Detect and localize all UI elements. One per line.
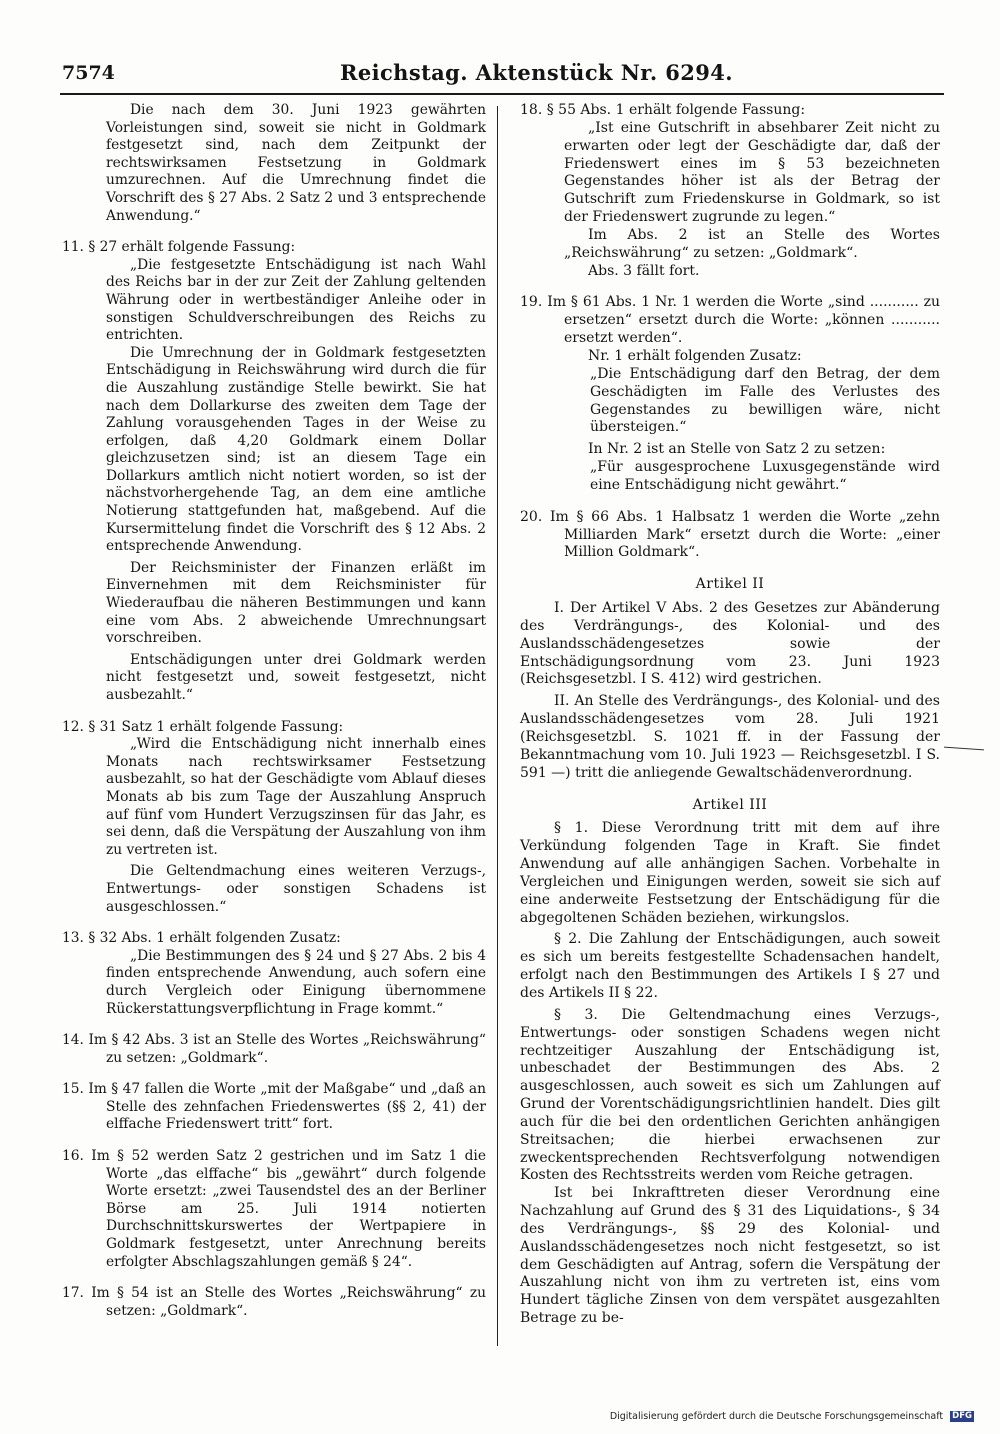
paragraph: In Nr. 2 ist an Stelle von Satz 2 zu setzen: xyxy=(588,441,886,458)
paragraph: § 3. Die Geltendmachung eines Verzugs-, Entwertungs- oder sonstigen Schadens wegen nicht rechtzeitiger Auszahlung der Entschädigung ist, unbeschadet der Bestimmungen des Abs. 2 ausgeschlossen, auch soweit es sich um Zahlungen auf Grund der Vorentschädigungsrichtlinien handelt. Dies gilt auch für die bei den ordentlichen Gerichten anhängigen Streitsachen; die hierbei erwachsenen zur zweckentsprechenden Rechtsverfolgung notwendigen Kosten des Rechtsstreits werden vom Reiche getragen. xyxy=(520,1006,940,1184)
page-number: 7574 xyxy=(62,62,115,84)
paragraph: „Für ausgesprochene Luxusgegenstände wird eine Entschädigung nicht gewährt.“ xyxy=(590,459,940,493)
dfg-logo-icon: DFG xyxy=(952,1411,972,1421)
paragraph: I. Der Artikel V Abs. 2 des Gesetzes zur Abänderung des Verdrängungs-, des Kolonial- und des Auslandsschädengesetzes sowie der Entschädigungsordnung vom 23. Juni 1923 (Reichsgesetzbl. I S. 412) wird gestrichen. xyxy=(520,600,940,688)
margin-mark xyxy=(944,747,984,751)
paragraph: 17. Im § 54 ist an Stelle des Wortes „Reichswährung“ zu setzen: „Goldmark“. xyxy=(62,1285,486,1319)
paragraph: Abs. 3 fällt fort. xyxy=(588,262,700,279)
paragraph: 15. Im § 47 fallen die Worte „mit der Maßgabe“ und „daß an Stelle des zehnfachen Friedenswertes (§§ 2, 41) der elffache Friedenswert tritt“ fort. xyxy=(62,1081,486,1133)
paragraph: 20. Im § 66 Abs. 1 Halbsatz 1 werden die Worte „zehn Milliarden Mark“ ersetzt durch die Worte: „einer Million Goldmark“. xyxy=(520,508,940,561)
header-rule xyxy=(60,93,944,95)
digitization-credit xyxy=(610,1411,974,1422)
article-heading: Artikel II xyxy=(695,576,765,593)
paragraph: 16. Im § 52 werden Satz 2 gestrichen und im Satz 1 die Worte „das elffache“ bis „gewährt“ durch folgende Worte ersetzt: „zwei Tausendstel des an der Berliner Börse am 25. Juli 1914 notierten Durchschnittskurswertes der Wertpapiere in Goldmark festgesetzt, unter Anrechnung bereits erfolgter Abschlagszahlungen gemäß § 24“. xyxy=(62,1148,486,1270)
paragraph: Die nach dem 30. Juni 1923 gewährten Vorleistungen sind, soweit sie nicht in Goldmark festgesetzt sind, nach dem Zeitpunkt der rechtswirksamen Festsetzung in Goldmark umzurechnen. Auf die Umrechnung findet die Vorschrift des § 27 Abs. 2 Satz 2 und 3 entsprechende Anwendung.“ xyxy=(106,102,486,224)
paragraph: § 2. Die Zahlung der Entschädigungen, auch soweit es sich um bereits festgestellte Schadensachen handelt, erfolgt nach den Bestimmungen des Artikels I § 27 und des Artikels II § 22. xyxy=(520,931,940,1001)
paragraph: 19. Im § 61 Abs. 1 Nr. 1 werden die Worte „sind ........... zu ersetzen“ ersetzt durch die Worte: „können ........... ersetzt werden“. xyxy=(520,294,940,347)
paragraph: „Ist eine Gutschrift in absehbarer Zeit nicht zu erwarten oder legt der Geschädigte dar, daß der Friedenswert eines im § 53 bezeichneten Gegenstandes höher ist als der Betrag der Gutschrift zum Friedenskurse in Goldmark, so ist der Friedenswert zugrunde zu legen.“ xyxy=(564,119,940,226)
paragraph: Entschädigungen unter drei Goldmark werden nicht festgesetzt und, soweit festgesetzt, nicht ausbezahlt.“ xyxy=(106,651,486,703)
paragraph: § 1. Diese Verordnung tritt mit dem auf ihre Verkündung folgenden Tage in Kraft. Sie findet Anwendung auf alle anhängigen Sachen. Vorbehalte in Vergleichen und Einigungen werden, soweit sie sich auf eine anderweite Festsetzung der Entschädigung für die abgegoltenen Schäden beziehen, wirkungslos. xyxy=(520,820,940,926)
paragraph: Ist bei Inkrafttreten dieser Verordnung eine Nachzahlung auf Grund des § 31 des Liquidations-, § 34 des Verdrängungs-, §§ 29 des Kolonial- und Auslandsschädengesetzes noch nicht festgesetzt, so ist dem Geschädigten auf Antrag, sofern die Verspätung der Auszahlung nicht von ihm zu vertreten ist, eins vom Hundert tägliche Zinsen von dem verspätet ausgezahlten Betrage zu be- xyxy=(520,1185,940,1327)
page-header xyxy=(62,58,734,92)
credit-text: Digitalisierung gefördert durch die Deutsche Forschungsgemeinschaft xyxy=(609,1411,944,1422)
running-title: Reichstag. Aktenstück Nr. 6294. xyxy=(340,60,734,85)
left-column xyxy=(62,102,486,1320)
paragraph: „Die festgesetzte Entschädigung ist nach Wahl des Reichs bar in der zur Zeit der Zahlung geltenden Währung oder in wertbeständiger Anleihe oder in sonstigen Schuldverschreibungen des Reichs zu entrichten. xyxy=(106,256,486,344)
paragraph: 18. § 55 Abs. 1 erhält folgende Fassung: xyxy=(520,102,806,118)
column-rule xyxy=(497,106,498,1346)
paragraph: Die Geltendmachung eines weiteren Verzugs-, Entwertungs- oder sonstigen Schadens ist ausgeschlossen.“ xyxy=(106,863,486,915)
paragraph: 11. § 27 erhält folgende Fassung: xyxy=(62,239,296,256)
article-heading: Artikel III xyxy=(692,796,768,813)
paragraph: „Wird die Entschädigung nicht innerhalb eines Monats nach rechtswirksamer Festsetzung ausbezahlt, so hat der Geschädigte vom Ablauf dieses Monats ab bis zum Tage der Auszahlung Anspruch auf fünf vom Hundert Verzugszinsen für das Jahr, es sei denn, daß die Verspätung der Auszahlung von ihm zu vertreten ist. xyxy=(106,736,486,858)
paragraph: Der Reichsminister der Finanzen erläßt im Einvernehmen mit dem Reichsminister für Wiederaufbau die näheren Bestimmungen und kann eine vom Abs. 2 abweichende Umrechnungsart vorschreiben. xyxy=(106,559,486,647)
paragraph: 13. § 32 Abs. 1 erhält folgenden Zusatz: xyxy=(62,930,341,947)
paragraph: Die Umrechnung der in Goldmark festgesetzten Entschädigung in Reichswährung wird durch die für die Auszahlung zuständige Stelle bewirkt. Sie hat nach dem Dollarkurse des zweiten dem Tage der Zahlung vorausgehenden Tages in der Weise zu erfolgen, daß 4,20 Goldmark einem Dollar gleichzusetzen sind; ist an diesem Tage ein Dollarkurs amtlich nicht notiert worden, so ist der nächstvorhergehende Tag, an dem eine amtliche Notierung stattgefunden hat, maßgebend. Auf die Kursermittelung findet die Vorschrift des § 12 Abs. 2 entsprechende Anwendung. xyxy=(106,344,486,555)
paragraph: Nr. 1 erhält folgenden Zusatz: xyxy=(588,347,802,364)
right-column xyxy=(520,102,940,1328)
paragraph: Im Abs. 2 ist an Stelle des Wortes „Reichswährung“ zu setzen: „Goldmark“. xyxy=(564,226,940,261)
paragraph: „Die Entschädigung darf den Betrag, der dem Geschädigten im Falle des Verlustes des Gegenstandes zu bewilligen wäre, nicht übersteigen.“ xyxy=(590,365,940,436)
paragraph: 14. Im § 42 Abs. 3 ist an Stelle des Wortes „Reichswährung“ zu setzen: „Goldmark“. xyxy=(62,1032,486,1066)
paragraph: „Die Bestimmungen des § 24 und § 27 Abs. 2 bis 4 finden entsprechende Anwendung, auch sofern eine durch Vergleich oder Einigung übernommene Rückerstattungsverpflichtung in Frage kommt.“ xyxy=(106,947,486,1017)
paragraph: II. An Stelle des Verdrängungs-, des Kolonial- und des Auslandsschädengesetzes vom 28. Juli 1921 (Reichsgesetzbl. S. 1021 ff. in der Fassung der Bekanntmachung vom 10. Juli 1923 — Reichsgesetzbl. I S. 591 —) tritt die anliegende Gewaltschädenverordnung. xyxy=(520,693,940,781)
paragraph: 12. § 31 Satz 1 erhält folgende Fassung: xyxy=(62,718,344,735)
